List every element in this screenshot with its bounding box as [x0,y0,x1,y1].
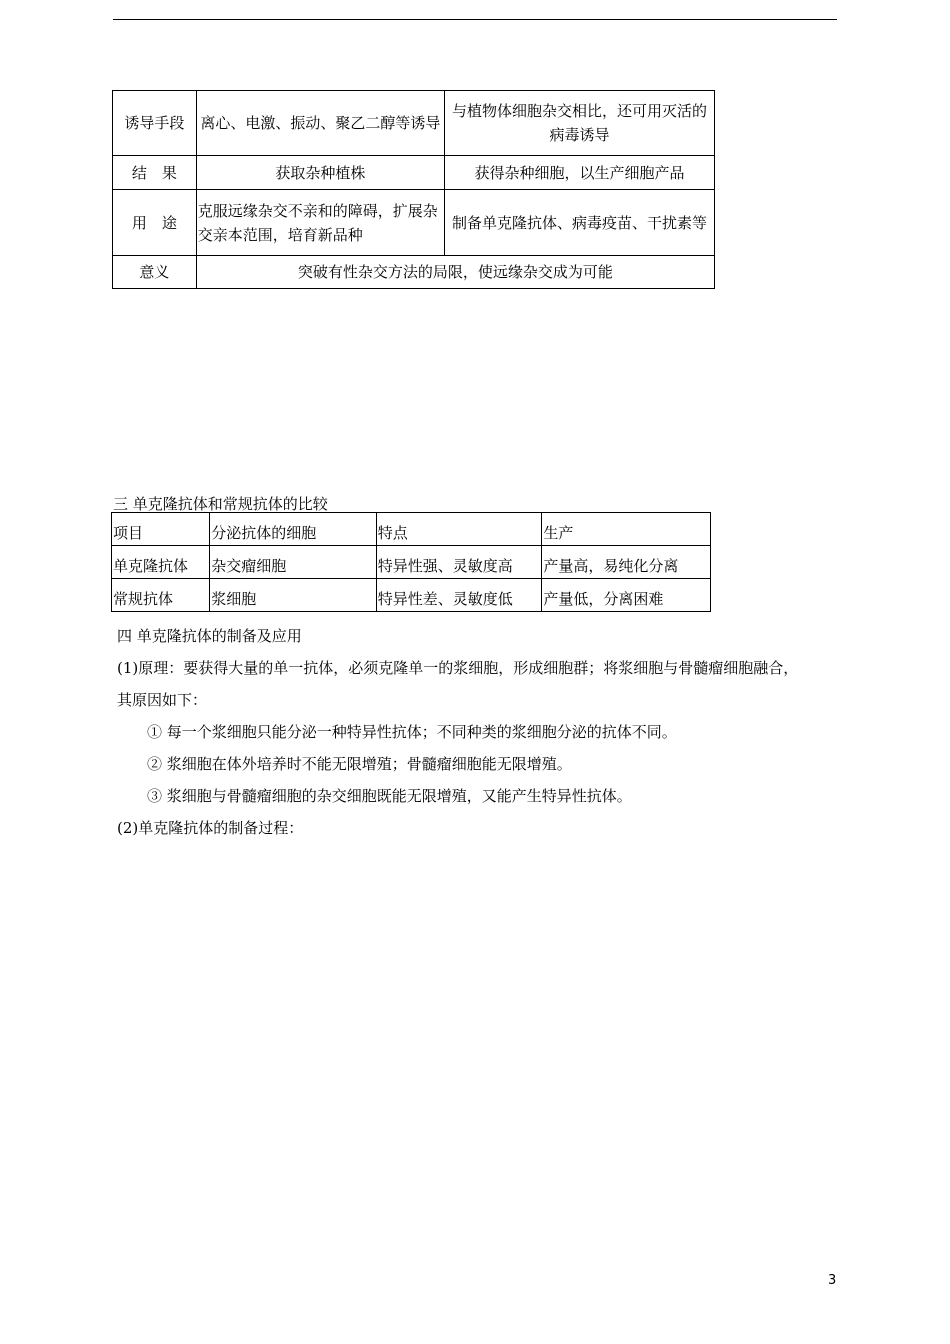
section3-title: 三 单克隆抗体和常规抗体的比较 [113,495,328,513]
table-row [113,190,715,256]
plant-cell-value: 离心、电激、振动、聚乙二醇等诱导 [196,91,444,156]
row-label: 诱导手段 [113,91,197,156]
plant-cell-value: 获取杂种植株 [196,156,444,190]
principle-line-1: (1)原理：要获得大量的单一抗体，必须克隆单一的浆细胞，形成细胞群；将浆细胞与骨髓瘤细胞融合， [117,659,799,677]
section4-title: 四 单克隆抗体的制备及应用 [117,627,302,645]
table-row [113,256,715,289]
reason-item: ① 每一个浆细胞只能分泌一种特异性抗体；不同种类的浆细胞分泌的抗体不同。 [147,723,677,741]
antibody-comparison-table [111,512,711,612]
table-cell: 浆细胞 [210,579,377,612]
merged-cell-value: 突破有性杂交方法的局限，使远缘杂交成为可能 [196,256,714,289]
row-label: 用 途 [113,190,197,256]
process-heading: (2)单克隆抗体的制备过程： [117,819,304,837]
plant-cell-value: 克服远缘杂交不亲和的障碍，扩展杂交亲本范围，培育新品种 [196,190,444,256]
animal-cell-value: 获得杂种细胞，以生产细胞产品 [444,156,714,190]
column-header: 特点 [376,513,542,546]
table-cell: 产量高，易纯化分离 [542,546,711,579]
cell-fusion-comparison-table [112,90,715,289]
column-header: 分泌抗体的细胞 [210,513,377,546]
animal-cell-value: 制备单克隆抗体、病毒疫苗、干扰素等 [444,190,714,256]
page-number: 3 [828,1273,837,1288]
animal-cell-value: 与植物体细胞杂交相比，还可用灭活的病毒诱导 [444,91,714,156]
reason-item: ③ 浆细胞与骨髓瘤细胞的杂交细胞既能无限增殖，又能产生特异性抗体。 [147,787,632,805]
row-label: 结 果 [113,156,197,190]
column-header: 项目 [112,513,210,546]
table-row [113,91,715,156]
table-cell: 单克隆抗体 [112,546,210,579]
table-cell: 产量低，分离困难 [542,579,711,612]
table-row [112,579,711,612]
principle-line-2: 其原因如下： [117,691,208,709]
table-cell: 特异性强、灵敏度高 [376,546,542,579]
reason-item: ② 浆细胞在体外培养时不能无限增殖；骨髓瘤细胞能无限增殖。 [147,755,572,773]
table-cell: 常规抗体 [112,579,210,612]
column-header: 生产 [542,513,711,546]
table-cell: 杂交瘤细胞 [210,546,377,579]
row-label: 意义 [113,256,197,289]
header-rule [113,19,837,20]
table-header-row [112,513,711,546]
table-row [113,156,715,190]
table-cell: 特异性差、灵敏度低 [376,579,542,612]
table-row [112,546,711,579]
